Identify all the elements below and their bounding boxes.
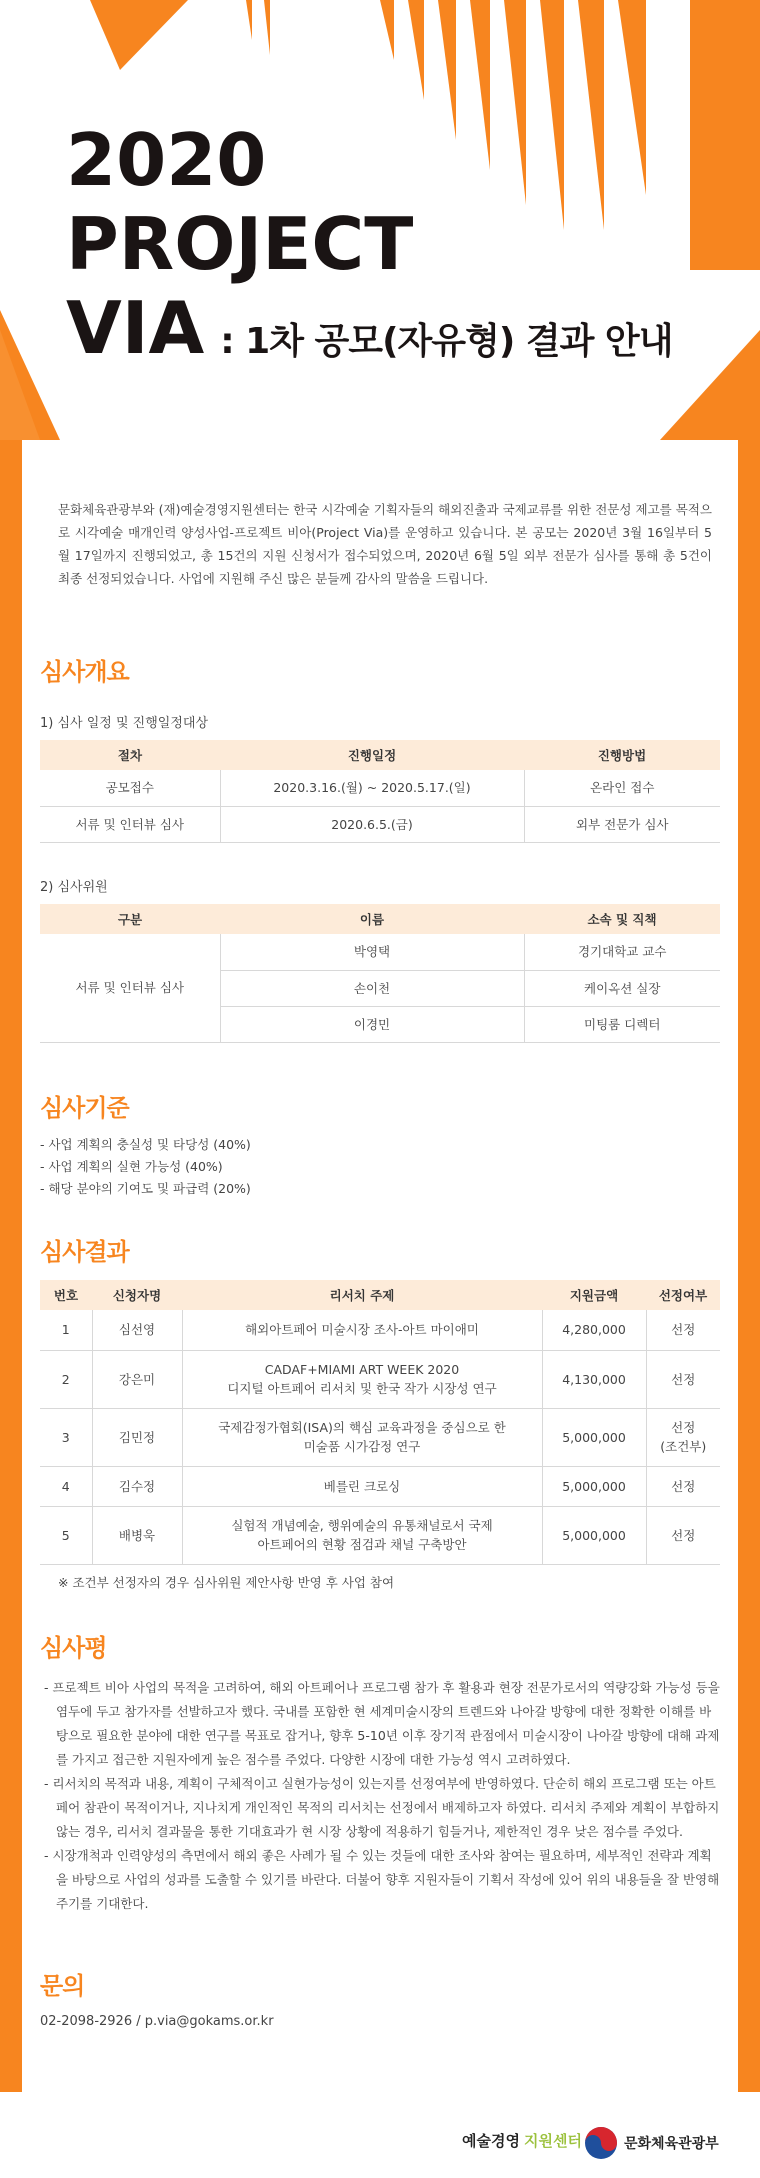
criteria-item: - 해당 분야의 기여도 및 파급력 (20%) — [40, 1181, 251, 1196]
review-item: - 프로젝트 비아 사업의 목적을 고려하여, 해외 아트페어나 프로그램 참가 후 활용과 현장 전문가로서의 역량강화 가능성 등을 염두에 두고 참가자를 선발하고자 했다. 국내를 포함한 현 세계미술시장의 트렌드와 나아갈 방향에 대한 정확한 이해를 바탕으로 필요한 분야에 대한 연구를 목표로 잡거나, 향후 5-10년 이후 장기적 관점에서 미술시장이 나아갈 방향에 대해 과제를 가지고 접근한 지원자에게 높은 점수를 주었다. 다양한 시장에 대한 가능성 역시 고려하였다. — [44, 1680, 720, 1767]
hero-project: PROJECT — [66, 202, 414, 286]
table-row — [40, 934, 720, 970]
table-cell: 손이천 — [220, 970, 524, 1006]
result-name: 심선영 — [92, 1310, 182, 1350]
result-topic — [182, 1506, 542, 1564]
result-status: 선정 — [646, 1506, 720, 1564]
result-amount: 4,280,000 — [542, 1310, 646, 1350]
results-header: 신청자명 — [92, 1280, 182, 1310]
result-status: 선정 — [646, 1310, 720, 1350]
jury-group-cell: 서류 및 인터뷰 심사 — [40, 934, 220, 1042]
review-item: - 시장개척과 인력양성의 측면에서 해외 좋은 사례가 될 수 있는 것들에 대한 조사와 참여는 필요하며, 세부적인 전략과 계획을 바탕으로 사업의 성과를 도출할 수 있기를 바란다. 더불어 향후 지원자들이 기획서 작성에 있어 위의 내용들을 잘 반영해 주기를 기대한다. — [44, 1848, 720, 1911]
deco-block-right — [690, 0, 760, 270]
section-title-overview: 심사개요 — [40, 658, 129, 686]
result-name: 강은미 — [92, 1350, 182, 1408]
table-cell: 외부 전문가 심사 — [524, 806, 720, 842]
table-row — [40, 770, 720, 806]
results-header-row — [40, 1280, 720, 1310]
section-title-criteria: 심사기준 — [40, 1094, 129, 1122]
deco-stripe — [408, 0, 424, 100]
result-amount: 5,000,000 — [542, 1506, 646, 1564]
result-topic — [182, 1408, 542, 1466]
result-topic-line: 국제감정가협회(ISA)의 핵심 교육과정을 중심으로 한 — [218, 1420, 506, 1435]
criteria-item: - 사업 계획의 실현 가능성 (40%) — [40, 1159, 223, 1174]
hero-year: 2020 — [66, 118, 267, 202]
table-row — [40, 1310, 720, 1350]
jury-header: 소속 및 직책 — [524, 904, 720, 934]
table-cell: 2020.6.5.(금) — [220, 806, 524, 842]
deco-stripe — [246, 0, 252, 40]
review-item: - 리서치의 목적과 내용, 계획이 구체적이고 실현가능성이 있는지를 선정여부에 반영하였다. 단순히 해외 프로그램 또는 아트페어 참관이 목적이거나, 지나치게 개인적인 목적의 리서치는 선정에서 배제하고자 하였다. 리서치 주제와 계획이 부합하지 않는 경우, 리서치 결과물을 통한 기대효과가 현 시장 상황에 적용하기 힘들거나, 제한적인 경우 낮은 점수를 주었다. — [44, 1776, 720, 1839]
schedule-label: 1) 심사 일정 및 진행일정대상 — [40, 716, 209, 731]
frame-right — [738, 440, 760, 2178]
result-topic-line: 미술품 시가감정 연구 — [303, 1439, 421, 1454]
result-no: 5 — [40, 1506, 92, 1564]
hero-title — [66, 118, 672, 384]
jury-header: 이름 — [220, 904, 524, 934]
intro-paragraph: 문화체육관광부와 (재)예술경영지원센터는 한국 시각예술 기획자들의 해외진출과 국제교류를 위한 전문성 제고를 목적으로 시각예술 매개인력 양성사업-프로젝트 비아(Project Via)를 운영하고 있습니다. 본 공모는 2020년 3월 16일부터 5월 17일까지 진행되었고, 총 15건의 지원 신청서가 접수되었으며, 2020년 6월 5일 외부 전문가 심사를 통해 총 5건이 최종 선정되었습니다. 사업에 지원해 주신 많은 분들께 감사의 말씀을 드립니다. — [58, 502, 712, 586]
table-cell: 공모접수 — [40, 770, 220, 806]
arko-logo-text: 예술경영 — [462, 2132, 520, 2150]
review-list — [40, 1676, 720, 1916]
jury-header-row — [40, 904, 720, 934]
results-header: 리서치 주제 — [182, 1280, 542, 1310]
table-cell: 경기대학교 교수 — [524, 934, 720, 970]
result-amount: 4,130,000 — [542, 1350, 646, 1408]
result-status-line: 선정 — [671, 1420, 696, 1435]
table-cell: 이경민 — [220, 1006, 524, 1042]
results-header: 지원금액 — [542, 1280, 646, 1310]
mcst-logo-text: 문화체육관광부 — [624, 2136, 719, 2152]
result-topic-line: 디지털 아트페어 리서치 및 한국 작가 시장성 연구 — [227, 1381, 497, 1396]
table-cell: 온라인 접수 — [524, 770, 720, 806]
jury-header: 구분 — [40, 904, 220, 934]
result-no: 1 — [40, 1310, 92, 1350]
result-name: 김민정 — [92, 1408, 182, 1466]
result-topic-line: 실험적 개념예술, 행위예술의 유통채널로서 국제 — [231, 1518, 493, 1533]
schedule-header: 진행방법 — [524, 740, 720, 770]
deco-stripe — [380, 0, 394, 60]
result-topic — [182, 1310, 542, 1350]
contact-info: 02-2098-2926 / p.via@gokams.or.kr — [40, 2014, 274, 2029]
results-table — [40, 1280, 720, 1565]
table-cell: 미팅룸 디렉터 — [524, 1006, 720, 1042]
hero-via: VIA — [66, 286, 205, 370]
table-cell: 박영택 — [220, 934, 524, 970]
result-no: 2 — [40, 1350, 92, 1408]
table-cell: 서류 및 인터뷰 심사 — [40, 806, 220, 842]
arko-logo — [462, 2130, 582, 2151]
hero-subtitle: : 1차 공모(자유형) 결과 안내 — [220, 321, 673, 362]
schedule-table — [40, 740, 720, 843]
frame-left — [0, 440, 22, 2178]
table-row — [40, 1350, 720, 1408]
result-topic — [182, 1350, 542, 1408]
criteria-list — [40, 1134, 251, 1200]
result-topic — [182, 1466, 542, 1506]
table-row — [40, 1408, 720, 1466]
table-row — [40, 1466, 720, 1506]
result-name: 배병욱 — [92, 1506, 182, 1564]
deco-triangle-bottom-right — [660, 330, 760, 440]
result-name: 김수정 — [92, 1466, 182, 1506]
result-status: 선정 — [646, 1350, 720, 1408]
table-cell: 2020.3.16.(월) ~ 2020.5.17.(일) — [220, 770, 524, 806]
deco-stripe — [264, 0, 270, 55]
jury-table — [40, 904, 720, 1043]
result-status: 선정 — [646, 1466, 720, 1506]
table-cell: 케이옥션 실장 — [524, 970, 720, 1006]
result-status-line: (조건부) — [660, 1439, 707, 1454]
table-row — [40, 1506, 720, 1564]
result-no: 3 — [40, 1408, 92, 1466]
section-title-results: 심사결과 — [40, 1238, 129, 1266]
result-no: 4 — [40, 1466, 92, 1506]
table-row — [40, 806, 720, 842]
footer-logos — [0, 2130, 760, 2176]
result-topic-line: 아트페어의 현황 점검과 채널 구축방안 — [257, 1537, 467, 1552]
results-header: 번호 — [40, 1280, 92, 1310]
section-title-review: 심사평 — [40, 1634, 107, 1662]
criteria-item: - 사업 계획의 충실성 및 타당성 (40%) — [40, 1137, 251, 1152]
results-header: 선정여부 — [646, 1280, 720, 1310]
content-panel — [22, 440, 738, 2092]
schedule-header-row — [40, 740, 720, 770]
mcst-logo — [584, 2126, 719, 2160]
hero-via-row — [66, 286, 672, 384]
result-amount: 5,000,000 — [542, 1466, 646, 1506]
taegeuk-icon — [584, 2126, 618, 2160]
result-topic-line: CADAF+MIAMI ART WEEK 2020 — [264, 1362, 460, 1377]
arko-logo-text-green: 지원센터 — [523, 2132, 582, 2150]
schedule-header: 절차 — [40, 740, 220, 770]
hero-banner — [0, 0, 760, 460]
result-amount: 5,000,000 — [542, 1408, 646, 1466]
result-topic-line: 해외아트페어 미술시장 조사-아트 마이애미 — [245, 1322, 479, 1338]
result-topic-line: 베를린 크로싱 — [323, 1478, 401, 1494]
jury-label: 2) 심사위원 — [40, 880, 108, 895]
result-status — [646, 1408, 720, 1466]
results-note: ※ 조건부 선정자의 경우 심사위원 제안사항 반영 후 사업 참여 — [58, 1575, 395, 1590]
deco-triangle-top-left — [90, 0, 188, 70]
schedule-header: 진행일정 — [220, 740, 524, 770]
section-title-contact: 문의 — [40, 1972, 85, 2000]
